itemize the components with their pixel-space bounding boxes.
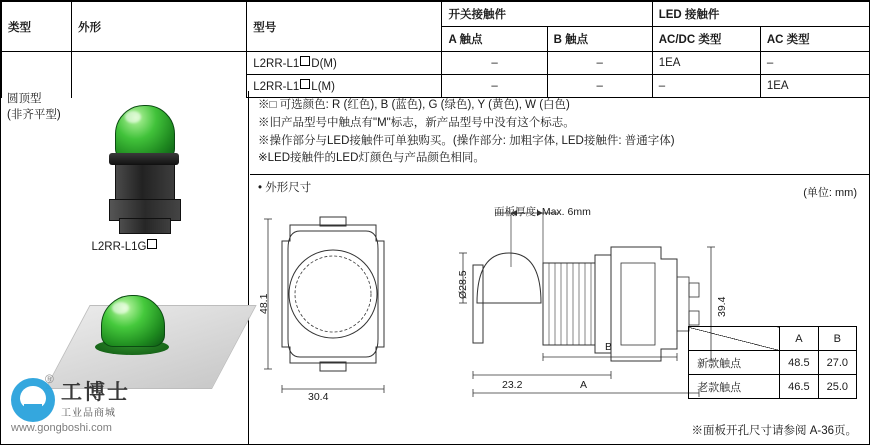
dimtable-col-a: A <box>780 327 818 351</box>
unit-label: (单位: mm) <box>803 187 857 199</box>
label-height-48-1: 48.1 <box>258 293 270 314</box>
page-footnote: ※面板开孔尺寸请参阅 A-36页。 <box>691 425 857 437</box>
watermark-url: www.gongboshi.com <box>11 422 112 434</box>
table-header-row-1 <box>2 2 870 27</box>
dimtable-corner <box>689 327 780 351</box>
table-row <box>689 351 857 375</box>
watermark-brand: 工博士 <box>61 381 130 404</box>
label-dim-b: B <box>605 341 613 353</box>
header-switch-group: 开关接触件 <box>442 2 652 27</box>
label-width-30-4: 30.4 <box>308 391 329 403</box>
cell-a-1: – <box>442 52 547 75</box>
dimtable-new-b: 27.0 <box>818 351 856 375</box>
header-acdc: AC/DC 类型 <box>652 27 760 52</box>
color-placeholder-square-icon <box>147 239 157 249</box>
type-label-line2: (非齐平型) <box>7 109 61 122</box>
cell-acdc-1: 1EA <box>652 52 760 75</box>
label-height-39-4: 39.4 <box>716 296 728 317</box>
note-2: ※旧产品型号中触点有"M"标志，新产品型号中没有这个标志。 <box>258 116 575 129</box>
product-caption <box>1 239 249 253</box>
dimtable-new-a: 48.5 <box>780 351 818 375</box>
dimension-value-table <box>688 326 857 399</box>
cell-ac-2: 1EA <box>760 75 870 98</box>
table-row <box>689 375 857 399</box>
cell-a-2: – <box>442 75 547 98</box>
header-contact-b: B 触点 <box>547 27 652 52</box>
label-depth-23-2: 23.2 <box>502 379 523 391</box>
color-placeholder-square-icon <box>300 79 310 89</box>
watermark-subtitle: 工业品商城 <box>61 408 116 419</box>
dimension-title: • 外形尺寸 <box>258 182 312 195</box>
front-view-drawing <box>260 207 440 407</box>
header-type: 类型 <box>2 2 72 52</box>
color-placeholder-square-icon <box>300 56 310 66</box>
dimtable-row-label-old: 老款触点 <box>689 375 780 399</box>
cell-model-1 <box>247 52 442 75</box>
model-prefix: L2RR-L1 <box>253 81 300 93</box>
model-suffix: L(M) <box>311 81 335 93</box>
dimtable-row-label-new: 新款触点 <box>689 351 780 375</box>
cell-b-2: – <box>547 75 652 98</box>
product-photo-indicator <box>105 105 183 235</box>
label-dim-a: A <box>580 379 588 391</box>
model-prefix: L2RR-L1 <box>253 58 300 70</box>
spec-table <box>1 1 870 98</box>
header-ac: AC 类型 <box>760 27 870 52</box>
header-shape: 外形 <box>72 2 247 52</box>
label-panel-thickness: 面板厚度: Max. 6mm <box>494 206 591 218</box>
housing-upper <box>115 164 175 202</box>
green-dome <box>115 105 175 159</box>
header-model: 型号 <box>247 2 442 52</box>
cell-b-1: – <box>547 52 652 75</box>
dimtable-header-row <box>689 327 857 351</box>
note-3: ※操作部分与LED接触件可单独购买。(操作部分: 加粗字体, LED接触件: 普通字体) <box>258 134 675 147</box>
note-4: ※LED接触件的LED灯颜色与产品颜色相同。 <box>258 152 485 165</box>
header-contact-a: A 触点 <box>442 27 547 52</box>
model-suffix: D(M) <box>311 58 337 70</box>
notes-block <box>250 91 870 195</box>
dimtable-old-b: 25.0 <box>818 375 856 399</box>
type-label <box>7 91 61 123</box>
registered-mark: ® <box>45 372 54 386</box>
header-led-group: LED 接触件 <box>652 2 870 27</box>
product-caption-text: L2RR-L1G <box>91 241 147 253</box>
dimtable-col-b: B <box>818 327 856 351</box>
dimension-drawings <box>250 199 870 445</box>
cell-acdc-2: – <box>652 75 760 98</box>
dimtable-old-a: 46.5 <box>780 375 818 399</box>
note-1: ※□ 可选颜色: R (红色), B (蓝色), G (绿色), Y (黄色), W (白色) <box>258 99 570 111</box>
watermark <box>9 370 224 440</box>
label-diameter: Ø28.5 <box>457 270 469 299</box>
table-row <box>2 52 870 75</box>
type-label-line1: 圆顶型 <box>7 93 42 105</box>
housing-lower <box>119 218 171 234</box>
cell-ac-1: – <box>760 52 870 75</box>
mounted-green-dome <box>101 295 165 347</box>
